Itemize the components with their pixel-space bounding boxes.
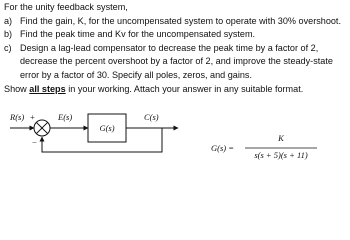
error-label: E(s): [58, 112, 73, 122]
question-c-text: Design a lag-lead compensator to decrease the peak time by a factor of 2, decrease the percent overshoot by a factor of 2, and improve the steady-state error by a factor of 30. Specify all poles, zeros, and gains.: [20, 42, 333, 80]
transfer-function-denominator: s(s + 5)(s + 11): [254, 150, 308, 160]
question-c-letter: c): [4, 42, 12, 53]
block-label: G(s): [99, 123, 115, 133]
output-label: C(s): [144, 112, 159, 122]
question-a-letter: a): [4, 15, 13, 26]
problem-intro: For the unity feedback system,: [4, 2, 128, 12]
note-prefix: Show: [4, 83, 30, 94]
plus-sign: +: [30, 112, 35, 122]
question-b-letter: b): [4, 29, 13, 40]
note-suffix: in your working. Attach your answer in any suitable format.: [65, 83, 304, 94]
minus-sign: −: [32, 137, 37, 147]
question-b-text: Find the peak time and Kv for the uncompensated system.: [20, 29, 256, 40]
transfer-function-lhs: G(s) =: [211, 143, 234, 153]
transfer-function-numerator: K: [278, 133, 284, 143]
input-label: R(s): [10, 112, 25, 122]
summing-junction: [34, 120, 50, 136]
note-emphasis: all steps: [29, 83, 66, 94]
question-a-text: Find the gain, K, for the uncompensated system to operate with 30% overshoot.: [20, 15, 341, 26]
